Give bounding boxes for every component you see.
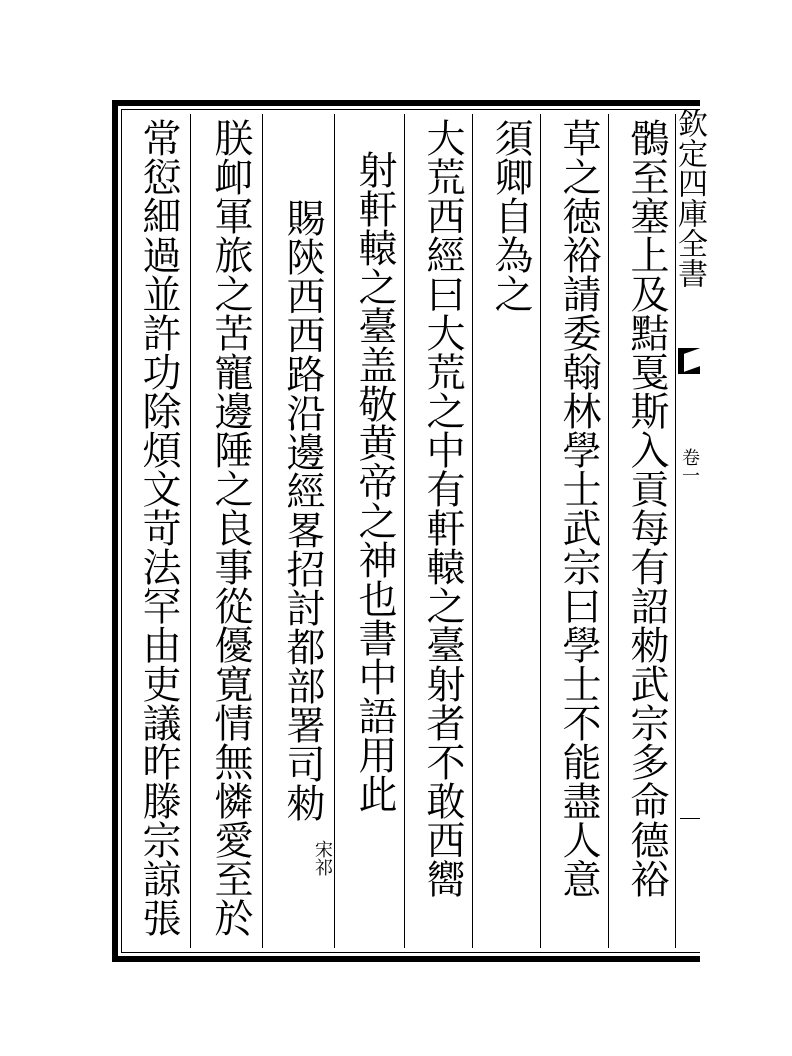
column-rule [472,114,473,948]
fish-tail-mark [678,348,700,374]
column-rule [404,114,405,948]
column-rule [540,114,541,948]
column-rule [334,114,335,948]
column-rule [262,114,263,948]
book-title-margin [672,108,707,338]
column-rule [608,114,609,948]
text-column-7: 朕卹軍旅之苦寵邊陲之良事從優寛情無憐愛至於 [208,118,253,937]
margin-short-rule [680,818,700,819]
text-column-5: 射軒轅之臺盖敬黄帝之神也書中語用此 [352,150,397,813]
column-rule [190,114,191,948]
text-column-3: 須卿自為之 [488,118,533,313]
text-column-8: 常愆細過並許功除煩文苛法罕由吏議昨滕宗諒張 [136,118,181,937]
author-annotation: 宋祁 [312,840,333,876]
text-column-6: 賜陝西西路沿邊經畧招討都部署司勑 [280,198,325,822]
volume-label: 卷一 [679,448,700,484]
text-column-1: 鶻至塞上及黠戛斯入貢每有詔勑武宗多命德裕 [624,118,669,898]
book-title: 欽定四庫全書 [672,108,707,288]
text-column-4: 大荒西經曰大荒之中有軒轅之臺射者不敢西嚮 [420,118,465,898]
text-column-2: 草之徳裕請委翰林學士武宗曰學士不能盡人意 [556,118,601,898]
